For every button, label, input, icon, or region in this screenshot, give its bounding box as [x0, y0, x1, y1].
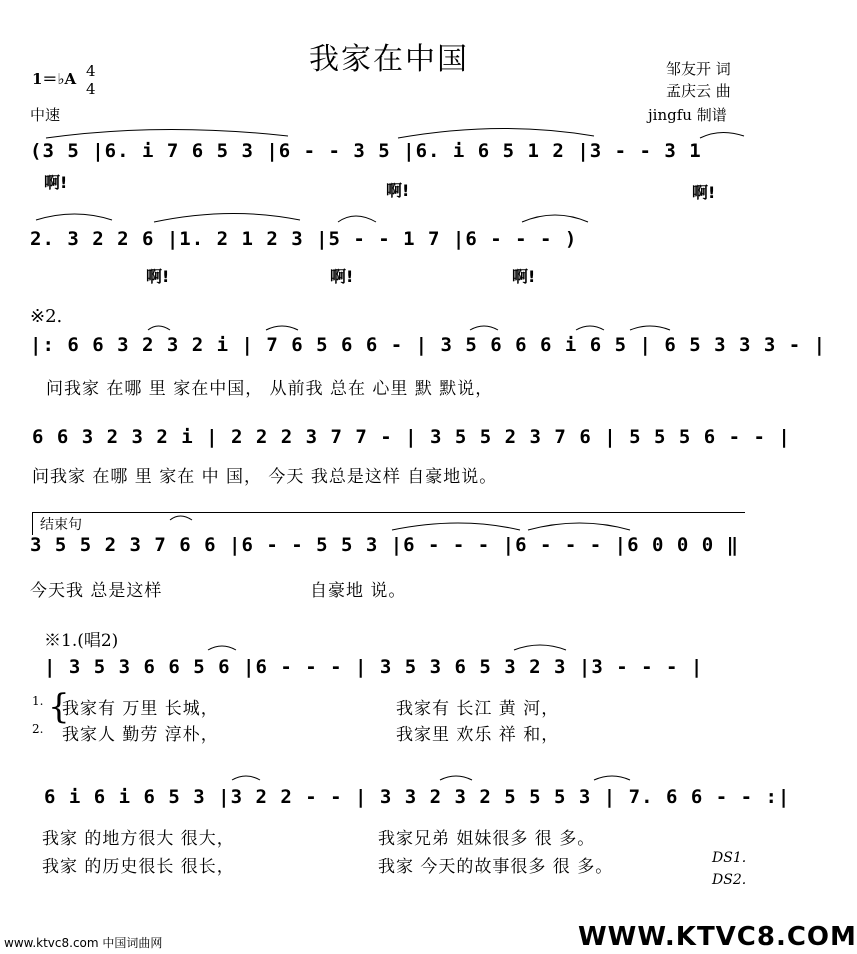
- chorus-notes-line1: | 3 5 3 6 6 5 6 |6 - - - | 3 5 3 6 5 3 2 3 |3 - - - |: [44, 656, 704, 678]
- slur-v4: [576, 326, 604, 330]
- segno-1: ※1.(唱2): [44, 631, 119, 651]
- verse-lyrics-line1: 问我家 在哪 里 家在中国， 从前我 总在 心里 默 默说，: [46, 379, 494, 399]
- footer-site-logo: WWW.KTVC8.COM: [578, 922, 857, 952]
- intro-lyric-4: 啊!: [146, 267, 170, 286]
- slur-intro-5: [154, 213, 300, 222]
- slur-intro-3: [700, 132, 744, 138]
- intro-lyric-6: 啊!: [512, 267, 536, 286]
- verse1-lyrics-d: 我家兄弟 姐妹很多 很 多。: [378, 829, 596, 849]
- key-signature: 1＝♭A: [32, 70, 77, 88]
- verse1-lyrics-a: 我家有 万里 长城，: [62, 699, 219, 719]
- ending-label: 结束句: [40, 517, 82, 533]
- slur-e2: [392, 523, 520, 530]
- verse-lyrics-line2: 问我家 在哪 里 家在 中 国， 今天 我总是这样 自豪地说。: [32, 467, 498, 487]
- slur-intro-7: [522, 215, 588, 222]
- slur-c5: [594, 776, 630, 780]
- verse2-lyrics-c: 我家 的历史很长 很长，: [42, 857, 235, 877]
- time-signature-bottom: 4: [86, 80, 96, 98]
- slur-intro-2: [398, 128, 594, 138]
- slur-e1: [170, 516, 192, 520]
- intro-lyric-1: 啊!: [44, 173, 68, 192]
- intro-lyric-5: 啊!: [330, 267, 354, 286]
- ending-lyrics-a: 今天我 总是这样: [30, 581, 163, 601]
- ending-notes: 3 5 5 2 3 7 6 6 |6 - - 5 5 3 |6 - - - |6 - - - |6 0 0 0 ‖: [30, 534, 740, 556]
- verse-brace: {: [48, 687, 70, 727]
- verse1-lyrics-b: 我家有 长江 黄 河，: [396, 699, 560, 719]
- footer-site-text: www.ktvc8.com 中国词曲网: [4, 936, 163, 950]
- intro-notes-line2: 2. 3 2 2 6 |1. 2 1 2 3 |5 - - 1 7 |6 - - - ): [30, 228, 578, 250]
- dal-segno-2: DS2.: [712, 872, 747, 888]
- slur-intro-1: [46, 129, 288, 138]
- slur-c4: [440, 776, 472, 780]
- ending-lyrics-b: 自豪地 说。: [310, 581, 407, 601]
- slur-intro-6: [338, 216, 376, 222]
- slur-v2: [266, 326, 298, 330]
- transcriber-credit: jingfu 制谱: [648, 106, 727, 124]
- intro-notes-line1: (3 5 |6. i 7 6 5 3 |6 - - 3 5 |6. i 6 5 1 2 |3 - - 3 1: [30, 140, 702, 162]
- intro-lyric-3: 啊!: [692, 183, 716, 202]
- intro-lyric-2: 啊!: [386, 181, 410, 200]
- song-title: 我家在中国: [309, 42, 469, 77]
- slur-intro-4: [36, 214, 112, 220]
- chorus-notes-line2: 6 i 6 i 6 5 3 |3 2 2 - - | 3 3 2 3 2 5 5 5 3 | 7. 6 6 - - :|: [44, 786, 791, 808]
- verse1-lyrics-c: 我家 的地方很大 很大，: [42, 829, 235, 849]
- verse2-lyrics-a: 我家人 勤劳 淳朴，: [62, 725, 219, 745]
- tempo-marking: 中速: [30, 106, 61, 124]
- slur-c3: [232, 776, 260, 780]
- slur-v1: [148, 326, 170, 330]
- dal-segno-1: DS1.: [712, 850, 747, 866]
- slur-c1: [208, 646, 236, 650]
- slur-v5: [630, 326, 670, 330]
- verse-notes-line2: 6 6 3 2 3 2 i | 2 2 2 3 7 7 - | 3 5 5 2 3 7 6 | 5 5 5 6 - - |: [32, 426, 791, 448]
- slur-c2: [514, 645, 566, 650]
- slur-e3: [528, 523, 630, 530]
- lyricist-credit: 邹友开 词: [666, 60, 731, 78]
- verse-number-2: 2.: [32, 722, 44, 736]
- time-signature-top: 4: [86, 62, 96, 80]
- verse2-lyrics-d: 我家 今天的故事很多 很 多。: [378, 857, 614, 877]
- verse-notes-line1: |: 6 6 3 2 3 2 i | 7 6 5 6 6 - | 3 5 6 6 6 i 6 5 | 6 5 3 3 3 - |: [30, 334, 827, 356]
- composer-credit: 孟庆云 曲: [666, 82, 731, 100]
- verse-number-1: 1.: [32, 694, 44, 708]
- slur-v3: [470, 326, 498, 330]
- verse2-lyrics-b: 我家里 欢乐 祥 和，: [396, 725, 560, 745]
- segno-2: ※2.: [30, 306, 63, 327]
